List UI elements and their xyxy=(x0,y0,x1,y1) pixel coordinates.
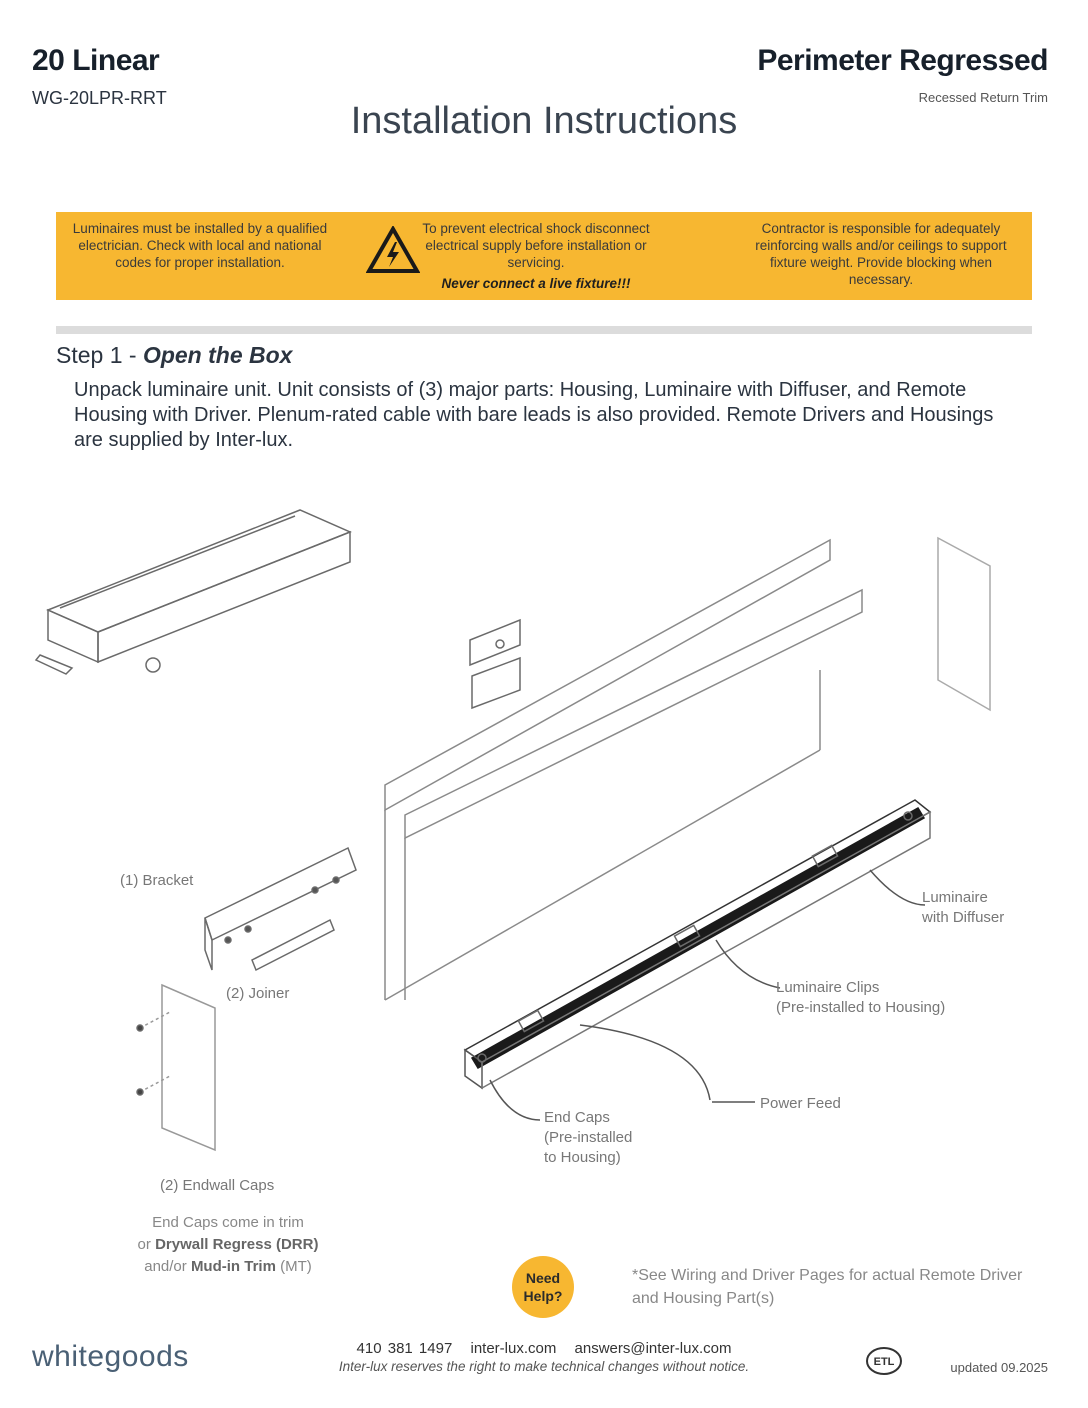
section-divider xyxy=(56,326,1032,334)
label-power-feed: Power Feed xyxy=(760,1095,841,1112)
warning-reinforce: Contractor is responsible for adequately reinforcing walls and/or ceilings to support fixture weight. Provide blocking when necessary. xyxy=(755,221,1007,287)
document-title: Installation Instructions xyxy=(350,100,738,142)
housing-drawing xyxy=(385,540,862,1000)
bracket-drawing xyxy=(205,848,356,970)
contact-line xyxy=(0,1340,1088,1357)
step1-body: Unpack luminaire unit. Unit consists of (3) major parts: Housing, Luminaire with Diffuser, and Remote Housing with Driver. Plenum-rated cable with bare leads is also provided. Remote Drivers and Housings are supplied by Inter-lux. xyxy=(74,379,994,451)
updated-date: updated 09.2025 xyxy=(950,1360,1048,1375)
warning-qualified-electrician: Luminaires must be installed by a qualified electrician. Check with local and national codes for proper installation. xyxy=(72,221,328,270)
label-luminaire: Luminaire xyxy=(922,889,988,906)
etl-listed-icon xyxy=(864,1346,904,1376)
label-end-caps-sub1: (Pre-installed xyxy=(544,1129,633,1146)
warning-never-live: Never connect a live fixture!!! xyxy=(441,276,631,291)
header-title-left: 20 Linear xyxy=(32,44,160,77)
note-left-line1: End Caps come in trim xyxy=(152,1214,304,1231)
note-left-line2-bold: Drywall Regress (DRR) xyxy=(155,1236,319,1253)
note-left-line3-bold: Mud-in Trim xyxy=(190,1258,276,1275)
brand-logo: whitegoods xyxy=(32,1340,189,1373)
need-help-badge[interactable] xyxy=(512,1256,574,1318)
disclaimer: Inter-lux reserves the right to make technical changes without notice. xyxy=(338,1359,750,1374)
label-end-caps-sub2: to Housing) xyxy=(544,1149,621,1166)
header-subtitle-right: Recessed Return Trim xyxy=(918,90,1048,105)
endwall-cap-top xyxy=(938,538,990,710)
label-luminaire-sub: with Diffuser xyxy=(922,909,1005,926)
help-line1: Need xyxy=(525,1270,561,1286)
label-endwall-caps: (2) Endwall Caps xyxy=(160,1177,275,1194)
mounting-clip-drawing xyxy=(470,620,520,708)
step1-prefix: Step 1 - xyxy=(56,342,143,368)
model-number: WG-20LPR-RRT xyxy=(32,88,167,108)
exploded-parts-drawing xyxy=(0,440,1088,1220)
note-left-line2-pre: or xyxy=(137,1236,156,1253)
step1-title xyxy=(56,342,292,369)
remote-housing-drawing xyxy=(36,510,350,674)
luminaire-drawing xyxy=(465,800,930,1088)
endwall-cap-bottom xyxy=(162,985,215,1150)
svg-text:ETL: ETL xyxy=(873,1356,895,1368)
label-luminaire-clips-sub: (Pre-installed to Housing) xyxy=(776,999,946,1016)
label-bracket: (1) Bracket xyxy=(120,872,194,889)
note-left-line2 xyxy=(108,1234,348,1256)
label-joiner: (2) Joiner xyxy=(226,985,290,1002)
header-title-right: Perimeter Regressed xyxy=(757,44,1048,77)
warning-shock-text: To prevent electrical shock disconnect electrical supply before installation or servicing. xyxy=(422,221,650,270)
label-luminaire-clips: Luminaire Clips xyxy=(776,979,880,996)
website-link[interactable]: inter-lux.com xyxy=(470,1340,557,1357)
warning-bar xyxy=(56,212,1032,300)
phone-number[interactable]: 410 381 1497 xyxy=(356,1340,453,1357)
step1-title-em: Open the Box xyxy=(142,342,293,368)
help-line2: Help? xyxy=(523,1288,563,1304)
electrical-hazard-icon xyxy=(366,226,420,274)
note-left-line3-post: (MT) xyxy=(275,1258,312,1275)
note-left-line3 xyxy=(108,1256,348,1278)
end-caps-note xyxy=(108,1212,348,1278)
warning-electrical-shock xyxy=(416,220,656,292)
label-end-caps: End Caps xyxy=(544,1109,610,1126)
note-left-line3-pre: and/or xyxy=(144,1258,191,1275)
remote-driver-note: *See Wiring and Driver Pages for actual Remote Driver and Housing Part(s) xyxy=(632,1267,1023,1307)
email-link[interactable]: answers@inter-lux.com xyxy=(574,1340,732,1357)
